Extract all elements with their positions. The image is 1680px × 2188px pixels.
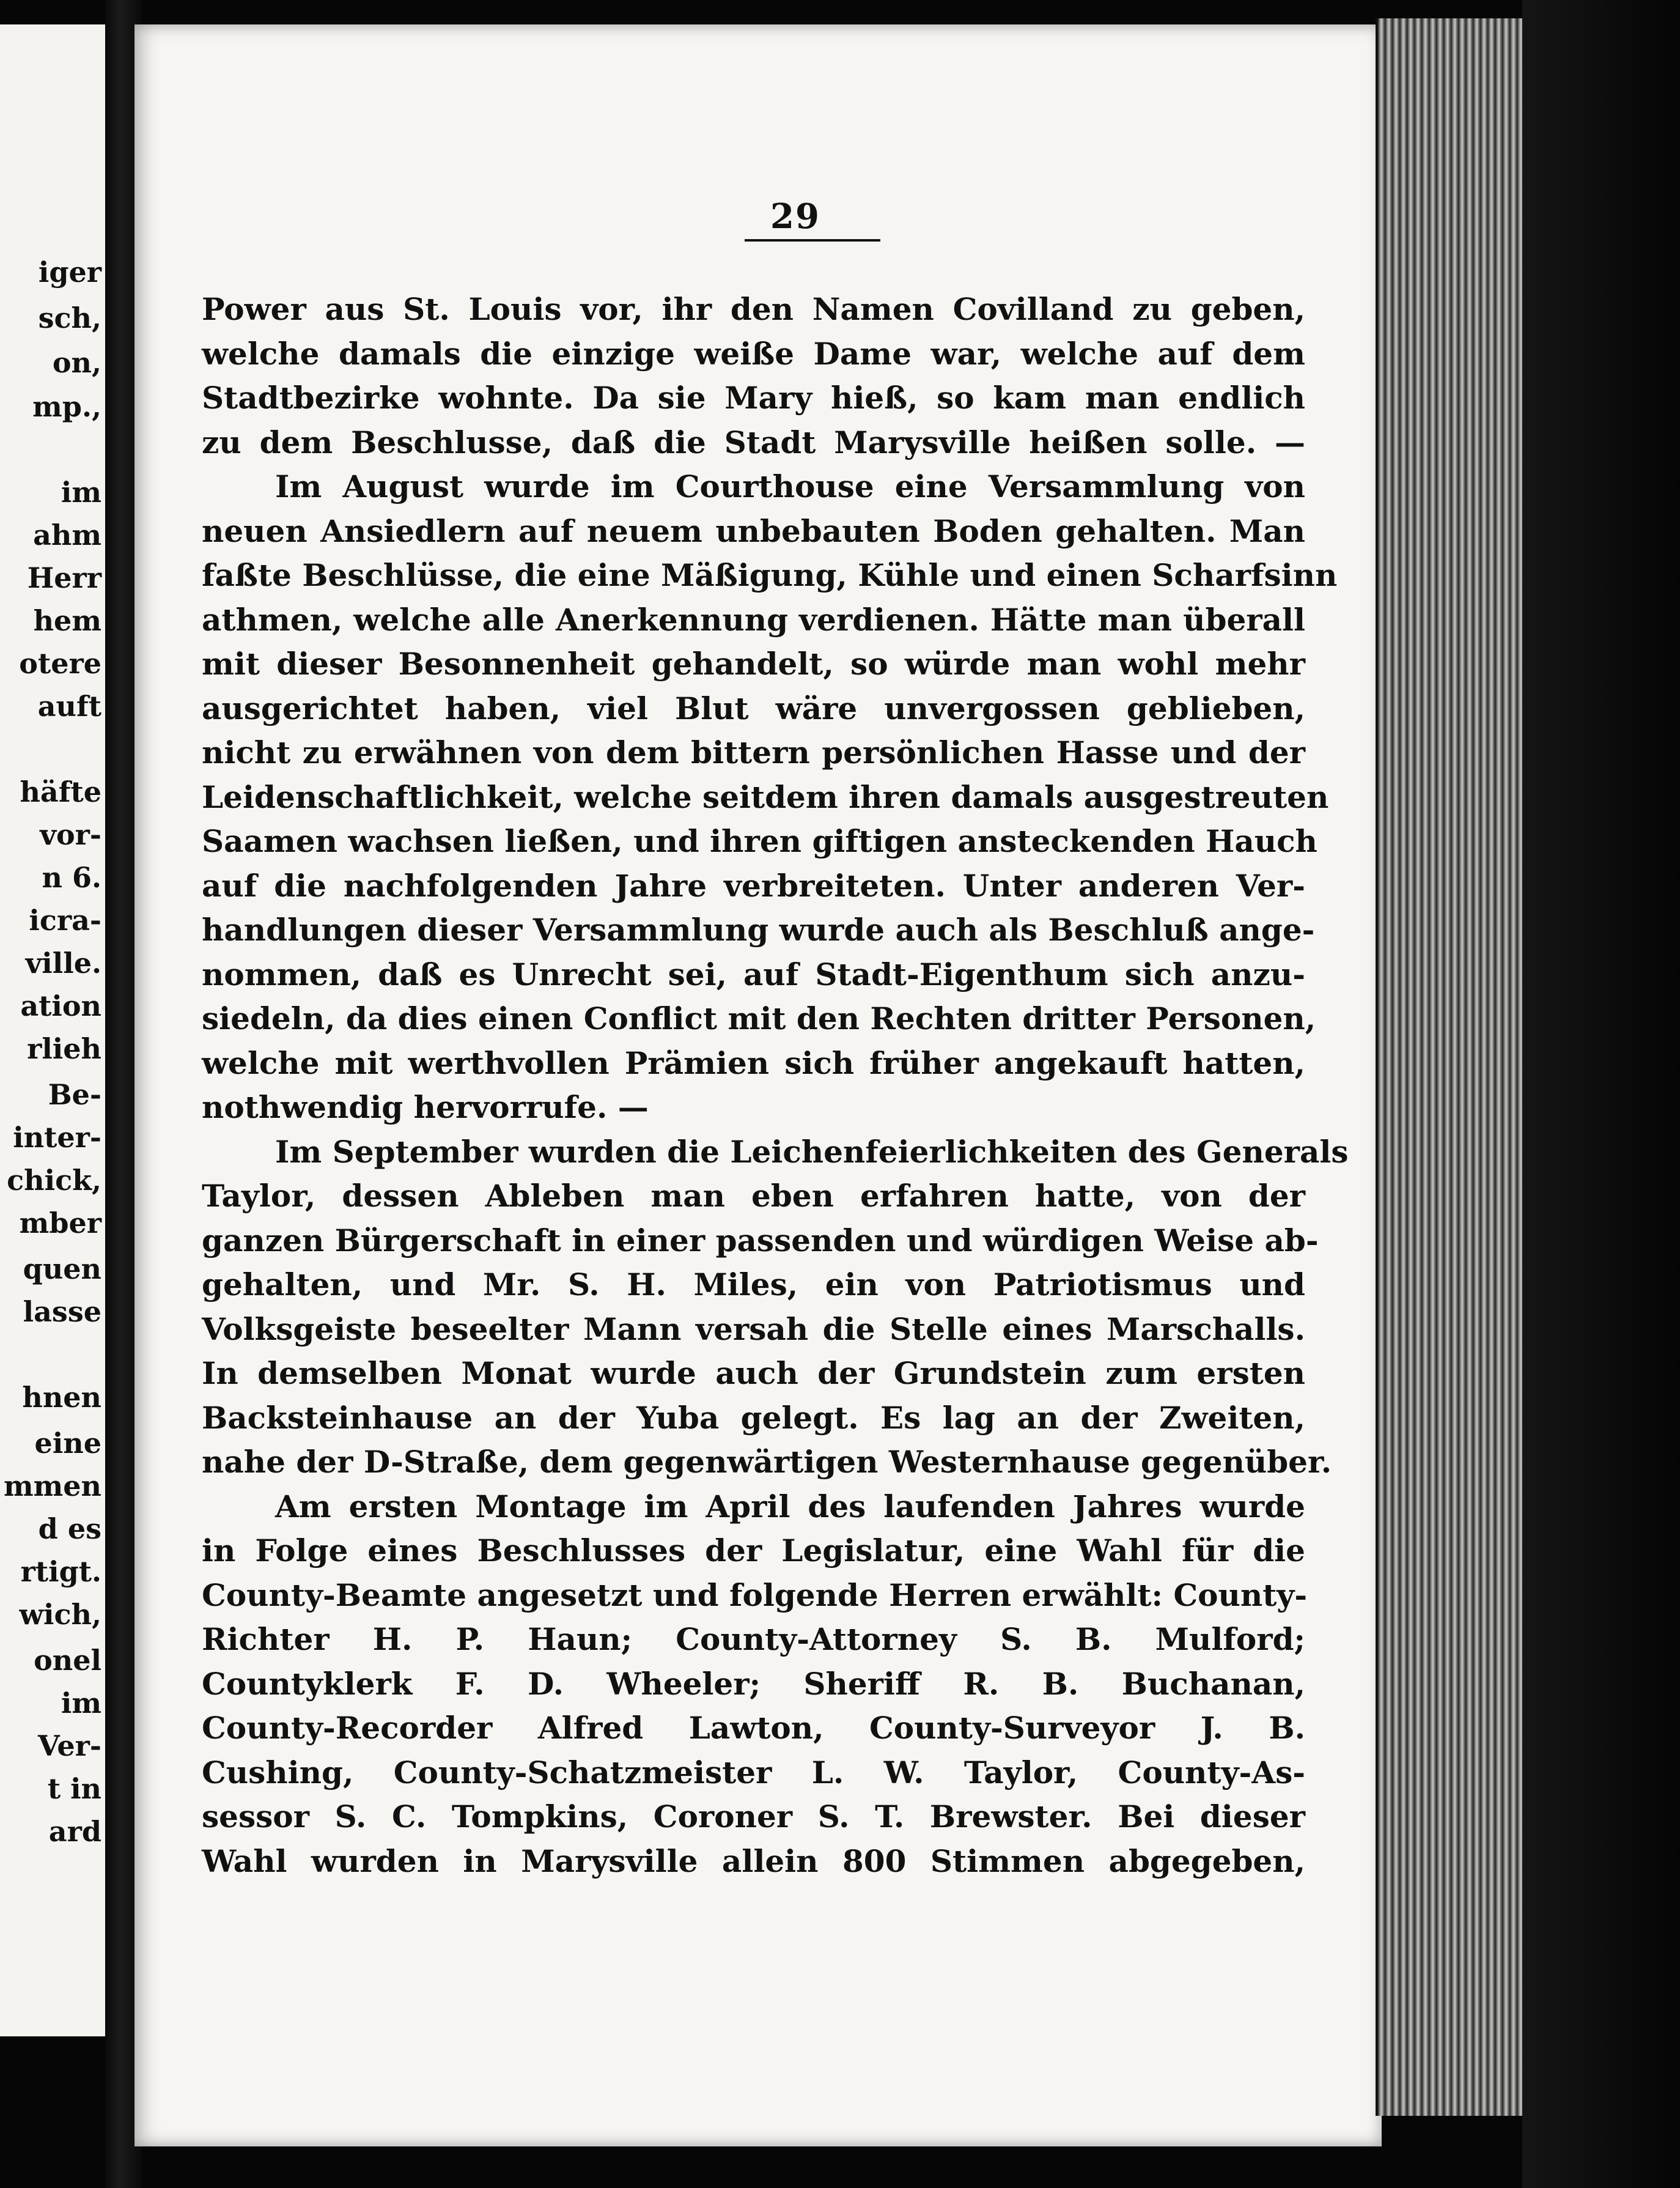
text-line: handlungen dieser Versammlung wurde auch als Beschluß ange-: [202, 912, 1315, 948]
text-line: nahe der D-Straße, dem gegenwärtigen Westernhause gegenüber.: [202, 1444, 1332, 1480]
text-line: gehalten, und Mr. S. H. Miles, ein von Patriotismus und: [202, 1266, 1305, 1303]
text-line: Leidenschaftlichkeit, welche seitdem ihren damals ausgestreuten: [202, 778, 1329, 815]
left-page-line: d es: [38, 1512, 101, 1545]
text-line: siedeln, da dies einen Conflict mit den Rechten dritter Personen,: [202, 1000, 1316, 1037]
left-page-line: eine: [34, 1427, 101, 1460]
text-line: Cushing, County-Schatzmeister L. W. Taylor, County-As-: [202, 1754, 1305, 1791]
text-line: Im September wurden die Leichenfeierlichkeiten des Generals: [275, 1133, 1349, 1170]
text-line: County-Beamte angesetzt und folgende Herren erwählt: County-: [202, 1576, 1308, 1613]
text-line: welche damals die einzige weiße Dame war, welche auf dem: [202, 335, 1305, 372]
book-page: [134, 24, 1382, 2146]
left-page-line: im: [61, 476, 101, 509]
text-line: Backsteinhause an der Yuba gelegt. Es lag an der Zweiten,: [202, 1399, 1305, 1436]
text-line: sessor S. C. Tompkins, Coroner S. T. Brewster. Bei dieser: [202, 1798, 1305, 1835]
left-page-line: n 6.: [42, 861, 101, 894]
text-line: neuen Ansiedlern auf neuem unbebauten Boden gehalten. Man: [202, 512, 1305, 549]
page-edges: [1376, 18, 1525, 2116]
left-page-line: iger: [38, 256, 101, 289]
left-page-line: Herr: [27, 561, 101, 594]
left-page-line: häfte: [20, 775, 101, 808]
left-page-line: sch,: [38, 301, 101, 334]
text-line: ganzen Bürgerschaft in einer passenden und würdigen Weise ab-: [202, 1222, 1319, 1258]
text-line: Richter H. P. Haun; County-Attorney S. B. Mulford;: [202, 1621, 1305, 1657]
page-number-rule: [745, 239, 880, 242]
text-line: nothwendig hervorrufe. —: [202, 1089, 649, 1125]
left-page-line: hnen: [22, 1381, 101, 1414]
left-page-line: ahm: [33, 519, 101, 552]
text-line: Stadtbezirke wohnte. Da sie Mary hieß, so kam man endlich: [202, 380, 1305, 416]
text-line: Am ersten Montage im April des laufenden Jahres wurde: [275, 1488, 1305, 1525]
left-page-line: im: [61, 1687, 101, 1720]
page-number: 29: [770, 196, 820, 237]
left-page-line: onel: [34, 1644, 101, 1677]
text-line: in Folge eines Beschlusses der Legislatur, eine Wahl für die: [202, 1532, 1305, 1569]
left-page-line: Ver-: [37, 1729, 101, 1762]
text-line: nicht zu erwähnen von dem bittern persönlichen Hasse und der: [202, 734, 1305, 771]
left-page-line: otere: [19, 647, 101, 680]
left-page-line: icra-: [29, 904, 101, 937]
text-line: Taylor, dessen Ableben man eben erfahren hatte, von der: [202, 1178, 1305, 1214]
left-page-line: hem: [33, 604, 101, 637]
left-page-line: mber: [19, 1207, 101, 1240]
previous-page-fragment: [0, 24, 107, 2036]
body-text: [202, 287, 1349, 1883]
left-page-line: ard: [48, 1815, 101, 1848]
left-page-line: on,: [52, 346, 101, 379]
left-page-line: quen: [23, 1252, 101, 1285]
text-line: County-Recorder Alfred Lawton, County-Surveyor J. B.: [202, 1710, 1305, 1746]
left-page-line: vor-: [40, 818, 101, 851]
text-line: welche mit werthvollen Prämien sich früher angekauft hatten,: [202, 1044, 1305, 1081]
left-page-line: lasse: [23, 1295, 101, 1328]
text-line: Wahl wurden in Marysville allein 800 Stimmen abgegeben,: [202, 1842, 1305, 1879]
left-page-line: ville.: [25, 947, 101, 980]
text-line: Volksgeiste beseelter Mann versah die Stelle eines Marschalls.: [202, 1310, 1305, 1347]
left-page-line: inter-: [13, 1121, 101, 1154]
left-page-line: rtigt.: [20, 1555, 101, 1588]
text-line: Im August wurde im Courthouse eine Versammlung von: [275, 468, 1305, 504]
text-line: nommen, daß es Unrecht sei, auf Stadt-Eigenthum sich anzu-: [202, 956, 1305, 992]
left-page-line: mp.,: [32, 390, 101, 423]
text-line: In demselben Monat wurde auch der Grundstein zum ersten: [202, 1355, 1305, 1391]
left-page-line: chick,: [7, 1164, 101, 1197]
text-line: faßte Beschlüsse, die eine Mäßigung, Kühle und einen Scharfsinn: [202, 557, 1338, 593]
text-line: athmen, welche alle Anerkennung verdienen. Hätte man überall: [202, 601, 1305, 638]
text-line: Saamen wachsen ließen, und ihren giftigen ansteckenden Hauch: [202, 823, 1317, 859]
text-line: zu dem Beschlusse, daß die Stadt Marysville heißen solle. —: [202, 424, 1305, 460]
left-page-line: rlieh: [27, 1032, 101, 1065]
left-page-line: mmen: [3, 1469, 101, 1502]
book-cover-edge: [1522, 0, 1680, 2188]
left-page-line: t in: [47, 1772, 101, 1805]
text-line: auf die nachfolgenden Jahre verbreiteten. Unter anderen Ver-: [202, 867, 1305, 904]
left-page-line: wich,: [19, 1598, 101, 1631]
left-page-line: Be-: [48, 1078, 101, 1111]
text-line: Countyklerk F. D. Wheeler; Sheriff R. B. Buchanan,: [202, 1665, 1305, 1702]
text-line: Power aus St. Louis vor, ihr den Namen Covilland zu geben,: [202, 291, 1305, 327]
left-page-line: ation: [20, 989, 101, 1022]
text-line: ausgerichtet haben, viel Blut wäre unvergossen geblieben,: [202, 690, 1305, 726]
left-page-line: auft: [37, 690, 101, 723]
text-line: mit dieser Besonnenheit gehandelt, so würde man wohl mehr: [202, 646, 1305, 682]
